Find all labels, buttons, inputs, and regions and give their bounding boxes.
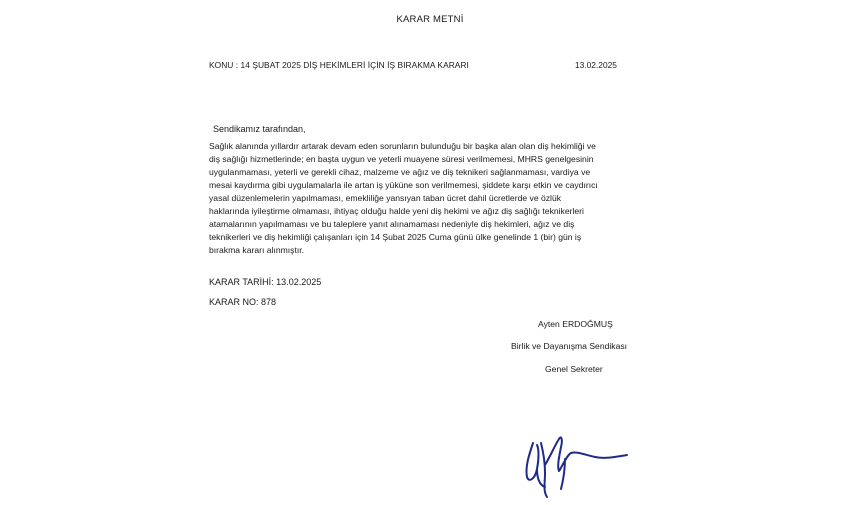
signatory-name: Ayten ERDOĞMUŞ — [538, 319, 613, 329]
body-line: uygulanmaması, yeterli ve gerekli cihaz, malzeme ve ağız ve diş teknikeri sağlanmaması, vardiya ve — [209, 167, 591, 177]
signatory-role: Genel Sekreter — [545, 364, 603, 374]
body-line: bırakma kararı alınmıştır. — [209, 245, 305, 255]
body-line: diş sağlığı hizmetlerinde; en başta uygun ve yeterli muayene süresi verilmemesi, MHRS genelgesinin — [209, 154, 594, 164]
greeting: Sendikamız tarafından, — [213, 124, 306, 134]
decision-number: KARAR NO: 878 — [209, 297, 277, 307]
body-paragraph — [209, 140, 654, 257]
body-line: Sağlık alanında yıllardır artarak devam eden sorunların bulunduğu bir başka alan olan diş hekimliği ve — [209, 141, 596, 151]
document-date: 13.02.2025 — [575, 60, 617, 70]
body-line: atamalarının yapılmaması ve bu taleplere yanıt alınamaması nedeniyle diş hekimleri, ağız ve diş — [209, 219, 575, 229]
handwritten-signature — [515, 425, 635, 505]
document-subject: KONU : 14 ŞUBAT 2025 DİŞ HEKİMLERİ İÇİN İŞ BIRAKMA KARARI — [209, 60, 469, 70]
decision-date: KARAR TARİHİ: 13.02.2025 — [209, 277, 322, 287]
body-line: mesai kaydırma gibi uygulamalarla ile artan iş yüküne son verilmemesi, şiddete karşı etkin ve caydırıcı — [209, 180, 598, 190]
document-title: KARAR METNİ — [396, 14, 464, 25]
signatory-organization: Birlik ve Dayanışma Sendikası — [511, 341, 628, 351]
body-line: teknikerleri ve diş hekimliği çalışanları için 14 Şubat 2025 Cuma günü ülke genelinde 1 (bir) gün iş — [209, 232, 582, 242]
body-line: yasal düzenlemelerin yapılmaması, emekliliğe yansıyan taban ücret dahil ücretlerde ve özlük — [209, 193, 562, 203]
body-line: haklarında iyileştirme olmaması, ihtiyaç olduğu halde yeni diş hekimi ve ağız diş sağlığı teknikerleri — [209, 206, 584, 216]
